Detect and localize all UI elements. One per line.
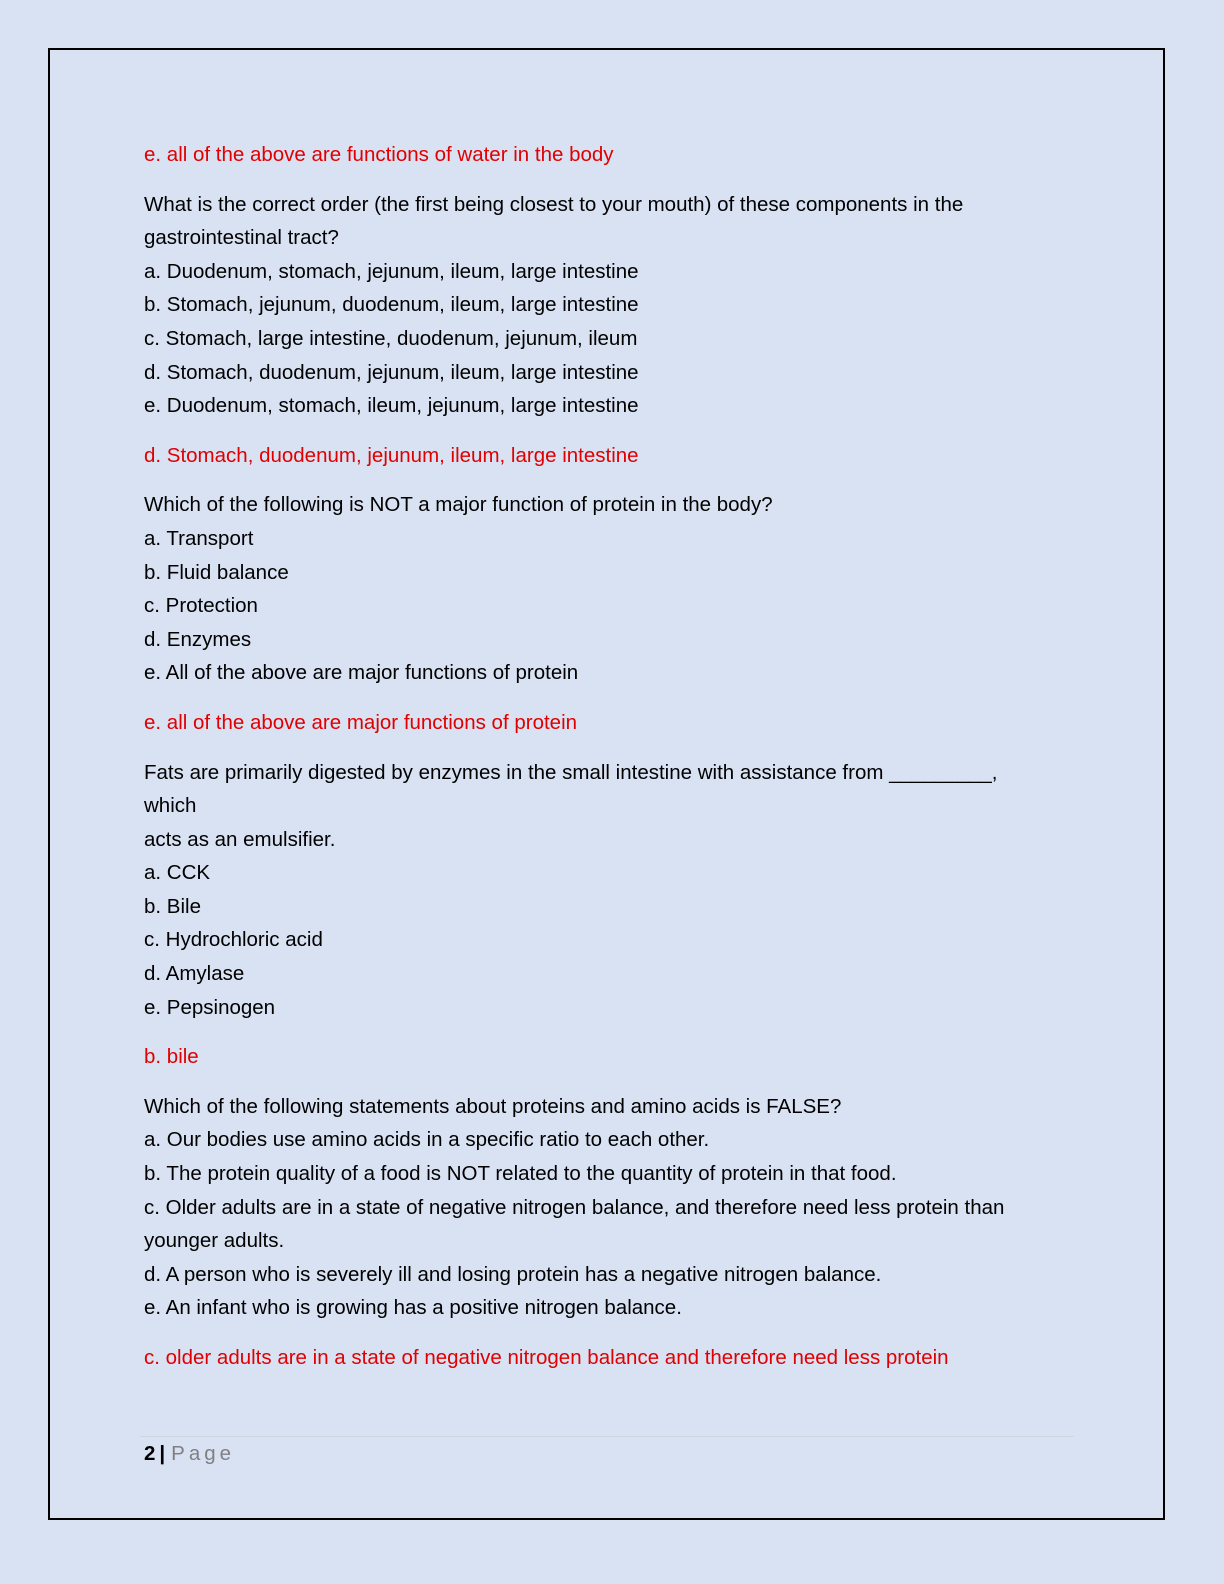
option-d: d. Enzymes <box>144 627 252 651</box>
option-a: a. CCK <box>144 861 211 885</box>
question-stem-line-2: which <box>144 794 197 818</box>
option-a: a. Duodenum, stomach, jejunum, ileum, large intestine <box>144 259 639 283</box>
option-c: c. Hydrochloric acid <box>144 928 323 952</box>
page-label: Page <box>171 1442 236 1465</box>
question-stem: Which of the following is NOT a major function of protein in the body? <box>144 493 773 517</box>
option-a: a. Our bodies use amino acids in a specific ratio to each other. <box>144 1128 710 1152</box>
footer-separator: | <box>159 1442 166 1465</box>
answer-4: c. older adults are in a state of negative nitrogen balance and therefore need less protein <box>144 1346 949 1369</box>
question-stem: Which of the following statements about proteins and amino acids is FALSE? <box>144 1094 842 1118</box>
option-e: e. All of the above are major functions of protein <box>144 661 579 685</box>
option-d: d. Stomach, duodenum, jejunum, ileum, large intestine <box>144 360 639 384</box>
document-body <box>144 138 1044 1391</box>
option-b: b. Fluid balance <box>144 560 289 584</box>
question-stem-line-1: Fats are primarily digested by enzymes in the small intestine with assistance from _________, <box>144 760 998 784</box>
question-stem: What is the correct order (the first being closest to your mouth) of these components in the gastrointestinal tract? <box>144 192 964 250</box>
answer-2: e. all of the above are major functions of protein <box>144 710 578 734</box>
option-c: c. Protection <box>144 594 258 618</box>
option-d: d. Amylase <box>144 962 245 986</box>
option-b: b. The protein quality of a food is NOT related to the quantity of protein in that food. <box>144 1162 897 1186</box>
option-d: d. A person who is severely ill and losing protein has a negative nitrogen balance. <box>144 1262 882 1286</box>
footer-divider <box>140 1436 1074 1437</box>
answer-3: b. bile <box>144 1045 199 1069</box>
question-2 <box>144 488 1044 690</box>
option-c: c. Stomach, large intestine, duodenum, jejunum, ileum <box>144 326 638 350</box>
option-e: e. An infant who is growing has a positive nitrogen balance. <box>144 1296 682 1320</box>
answer-previous: e. all of the above are functions of water in the body <box>144 143 614 166</box>
option-e: e. Pepsinogen <box>144 995 276 1019</box>
option-e: e. Duodenum, stomach, ileum, jejunum, large intestine <box>144 394 639 418</box>
option-c: c. Older adults are in a state of negative nitrogen balance, and therefore need less protein than younger adults. <box>144 1195 1005 1253</box>
question-4 <box>144 1090 1044 1325</box>
page-number: 2 <box>144 1442 156 1465</box>
page-footer <box>144 1438 235 1470</box>
question-3 <box>144 756 1044 1025</box>
question-1 <box>144 188 1044 423</box>
option-b: b. Bile <box>144 894 201 918</box>
question-stem-line-3: acts as an emulsifier. <box>144 827 336 851</box>
option-b: b. Stomach, jejunum, duodenum, ileum, large intestine <box>144 293 639 317</box>
option-a: a. Transport <box>144 526 254 550</box>
answer-1: d. Stomach, duodenum, jejunum, ileum, large intestine <box>144 443 639 467</box>
